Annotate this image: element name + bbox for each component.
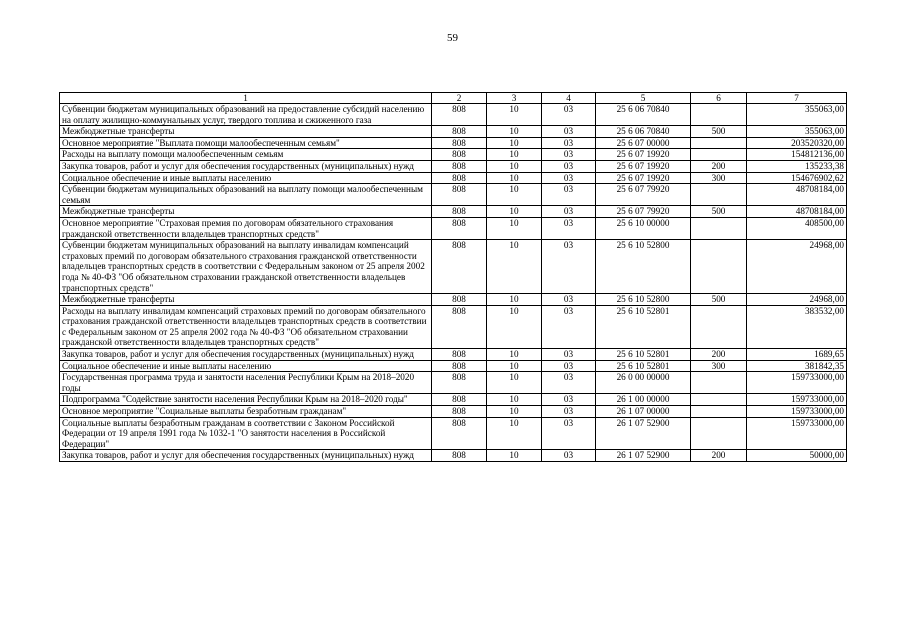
row-subsection: 03 (542, 149, 596, 161)
table-row (60, 206, 847, 218)
row-section: 10 (487, 184, 542, 206)
row-amount: 159733000,00 (747, 372, 847, 394)
row-subsection: 03 (542, 184, 596, 206)
row-expense-type: 500 (691, 294, 747, 306)
row-expense-type (691, 394, 747, 406)
row-code: 808 (432, 417, 487, 450)
table-row (60, 184, 847, 206)
row-expense-type (691, 417, 747, 450)
row-section: 10 (487, 450, 542, 462)
row-name: Социальные выплаты безработным гражданам в соответствии с Законом Российской Федерации от 19 апреля 1991 года № 1032-1 "О занятости населения в Российской Федерации" (60, 417, 432, 450)
row-subsection: 03 (542, 137, 596, 149)
row-subsection: 03 (542, 240, 596, 294)
table-row (60, 240, 847, 294)
row-expense-type (691, 372, 747, 394)
row-expense-type (691, 305, 747, 348)
row-target-code: 25 6 10 52801 (596, 305, 691, 348)
row-expense-type (691, 149, 747, 161)
row-code: 808 (432, 372, 487, 394)
row-target-code: 26 0 00 00000 (596, 372, 691, 394)
row-section: 10 (487, 294, 542, 306)
row-code: 808 (432, 184, 487, 206)
row-expense-type (691, 240, 747, 294)
row-amount: 48708184,00 (747, 206, 847, 218)
table-row (60, 294, 847, 306)
row-section: 10 (487, 104, 542, 126)
row-expense-type: 200 (691, 160, 747, 172)
row-amount: 159733000,00 (747, 417, 847, 450)
row-name: Основное мероприятие "Страховая премия по договорам обязательного страхования гражданской ответственности владельцев транспортных средств" (60, 217, 432, 239)
row-name: Субвенции бюджетам муниципальных образований на предоставление субсидий населению на оплату жилищно-коммунальных услуг, твердого топлива и сжиженного газа (60, 104, 432, 126)
row-name: Расходы на выплату помощи малообеспеченным семьям (60, 149, 432, 161)
row-target-code: 25 6 07 79920 (596, 206, 691, 218)
row-target-code: 25 6 07 19920 (596, 160, 691, 172)
row-section: 10 (487, 406, 542, 418)
row-code: 808 (432, 149, 487, 161)
row-amount: 24968,00 (747, 294, 847, 306)
row-target-code: 25 6 06 70840 (596, 104, 691, 126)
row-section: 10 (487, 349, 542, 361)
row-subsection: 03 (542, 294, 596, 306)
row-code: 808 (432, 349, 487, 361)
row-expense-type: 200 (691, 349, 747, 361)
row-amount: 135233,38 (747, 160, 847, 172)
row-code: 808 (432, 160, 487, 172)
row-code: 808 (432, 450, 487, 462)
row-target-code: 26 1 00 00000 (596, 394, 691, 406)
table-row (60, 372, 847, 394)
row-section: 10 (487, 206, 542, 218)
row-code: 808 (432, 360, 487, 372)
row-amount: 50000,00 (747, 450, 847, 462)
header-row (60, 93, 847, 104)
row-name: Расходы на выплату инвалидам компенсаций страховых премий по договорам обязательного страхования гражданской ответственности владельцев транспортных средств в соответствии с Федеральным законом от 25 апреля 2002 года № 40-ФЗ "Об обязательном страховании гражданской ответственности владельцев транспортных средств" (60, 305, 432, 348)
table-row (60, 406, 847, 418)
table-row (60, 149, 847, 161)
row-code: 808 (432, 217, 487, 239)
table-row (60, 137, 847, 149)
row-subsection: 03 (542, 394, 596, 406)
row-name: Основное мероприятие "Выплата помощи малообеспеченным семьям" (60, 137, 432, 149)
row-subsection: 03 (542, 360, 596, 372)
row-target-code: 26 1 07 52900 (596, 450, 691, 462)
row-subsection: 03 (542, 206, 596, 218)
row-code: 808 (432, 406, 487, 418)
row-section: 10 (487, 417, 542, 450)
row-section: 10 (487, 217, 542, 239)
row-section: 10 (487, 360, 542, 372)
row-code: 808 (432, 305, 487, 348)
row-code: 808 (432, 126, 487, 138)
table-row (60, 394, 847, 406)
row-target-code: 25 6 10 52800 (596, 294, 691, 306)
table-row (60, 305, 847, 348)
row-name: Закупка товаров, работ и услуг для обеспечения государственных (муниципальных) нужд (60, 160, 432, 172)
row-expense-type: 500 (691, 126, 747, 138)
row-expense-type: 500 (691, 206, 747, 218)
header-cell: 1 (60, 93, 432, 104)
row-code: 808 (432, 240, 487, 294)
table-row (60, 160, 847, 172)
row-subsection: 03 (542, 104, 596, 126)
header-cell: 3 (487, 93, 542, 104)
row-name: Межбюджетные трансферты (60, 206, 432, 218)
header-cell: 2 (432, 93, 487, 104)
row-subsection: 03 (542, 406, 596, 418)
row-subsection: 03 (542, 450, 596, 462)
row-expense-type: 200 (691, 450, 747, 462)
row-name: Подпрограмма "Содействие занятости населения Республики Крым на 2018–2020 годы" (60, 394, 432, 406)
row-amount: 24968,00 (747, 240, 847, 294)
row-name: Межбюджетные трансферты (60, 126, 432, 138)
row-subsection: 03 (542, 160, 596, 172)
row-section: 10 (487, 394, 542, 406)
row-expense-type (691, 104, 747, 126)
row-amount: 48708184,00 (747, 184, 847, 206)
row-expense-type: 300 (691, 360, 747, 372)
row-section: 10 (487, 240, 542, 294)
row-section: 10 (487, 137, 542, 149)
row-amount: 1689,65 (747, 349, 847, 361)
row-section: 10 (487, 305, 542, 348)
row-code: 808 (432, 137, 487, 149)
row-target-code: 25 6 10 00000 (596, 217, 691, 239)
row-expense-type (691, 406, 747, 418)
header-cell: 4 (542, 93, 596, 104)
row-amount: 355063,00 (747, 126, 847, 138)
row-subsection: 03 (542, 372, 596, 394)
row-expense-type (691, 217, 747, 239)
row-code: 808 (432, 206, 487, 218)
row-expense-type (691, 137, 747, 149)
row-subsection: 03 (542, 417, 596, 450)
table-row (60, 104, 847, 126)
row-section: 10 (487, 172, 542, 184)
header-cell: 6 (691, 93, 747, 104)
row-amount: 154812136,00 (747, 149, 847, 161)
row-code: 808 (432, 394, 487, 406)
row-section: 10 (487, 160, 542, 172)
row-name: Субвенции бюджетам муниципальных образований на выплату помощи малообеспеченным семьям (60, 184, 432, 206)
row-target-code: 25 6 07 19920 (596, 172, 691, 184)
row-code: 808 (432, 104, 487, 126)
row-target-code: 26 1 07 00000 (596, 406, 691, 418)
row-section: 10 (487, 149, 542, 161)
table-row (60, 172, 847, 184)
row-name: Закупка товаров, работ и услуг для обеспечения государственных (муниципальных) нужд (60, 450, 432, 462)
row-target-code: 25 6 06 70840 (596, 126, 691, 138)
row-target-code: 25 6 10 52801 (596, 360, 691, 372)
row-code: 808 (432, 172, 487, 184)
table-row (60, 126, 847, 138)
row-target-code: 25 6 07 79920 (596, 184, 691, 206)
header-cell: 7 (747, 93, 847, 104)
row-amount: 355063,00 (747, 104, 847, 126)
row-name: Субвенции бюджетам муниципальных образований на выплату инвалидам компенсаций страховых премий по договорам обязательного страхования гражданской ответственности владельцев транспортных средств в соответствии с Федеральным законом от 25 апреля 2002 года № 40-ФЗ "Об обязательном страховании гражданской ответственности владельцев транспортных средств" (60, 240, 432, 294)
row-amount: 381842,35 (747, 360, 847, 372)
table-row (60, 217, 847, 239)
row-subsection: 03 (542, 349, 596, 361)
table-row (60, 450, 847, 462)
row-name: Межбюджетные трансферты (60, 294, 432, 306)
row-code: 808 (432, 294, 487, 306)
row-amount: 383532,00 (747, 305, 847, 348)
page-number: 59 (447, 32, 458, 44)
row-name: Государственная программа труда и занятости населения Республики Крым на 2018–2020 годы (60, 372, 432, 394)
row-section: 10 (487, 372, 542, 394)
row-target-code: 25 6 07 00000 (596, 137, 691, 149)
row-subsection: 03 (542, 305, 596, 348)
row-expense-type (691, 184, 747, 206)
row-amount: 159733000,00 (747, 406, 847, 418)
row-expense-type: 300 (691, 172, 747, 184)
row-section: 10 (487, 126, 542, 138)
header-cell: 5 (596, 93, 691, 104)
row-subsection: 03 (542, 217, 596, 239)
row-amount: 159733000,00 (747, 394, 847, 406)
row-amount: 408500,00 (747, 217, 847, 239)
row-name: Закупка товаров, работ и услуг для обеспечения государственных (муниципальных) нужд (60, 349, 432, 361)
row-subsection: 03 (542, 126, 596, 138)
budget-table (59, 92, 847, 462)
row-amount: 203520320,00 (747, 137, 847, 149)
row-target-code: 25 6 10 52801 (596, 349, 691, 361)
row-target-code: 25 6 10 52800 (596, 240, 691, 294)
row-amount: 154676902,62 (747, 172, 847, 184)
table-row (60, 349, 847, 361)
table-row (60, 417, 847, 450)
row-name: Социальное обеспечение и иные выплаты населению (60, 172, 432, 184)
row-subsection: 03 (542, 172, 596, 184)
row-name: Социальное обеспечение и иные выплаты населению (60, 360, 432, 372)
row-name: Основное мероприятие "Социальные выплаты безработным гражданам" (60, 406, 432, 418)
row-target-code: 25 6 07 19920 (596, 149, 691, 161)
row-target-code: 26 1 07 52900 (596, 417, 691, 450)
table-row (60, 360, 847, 372)
